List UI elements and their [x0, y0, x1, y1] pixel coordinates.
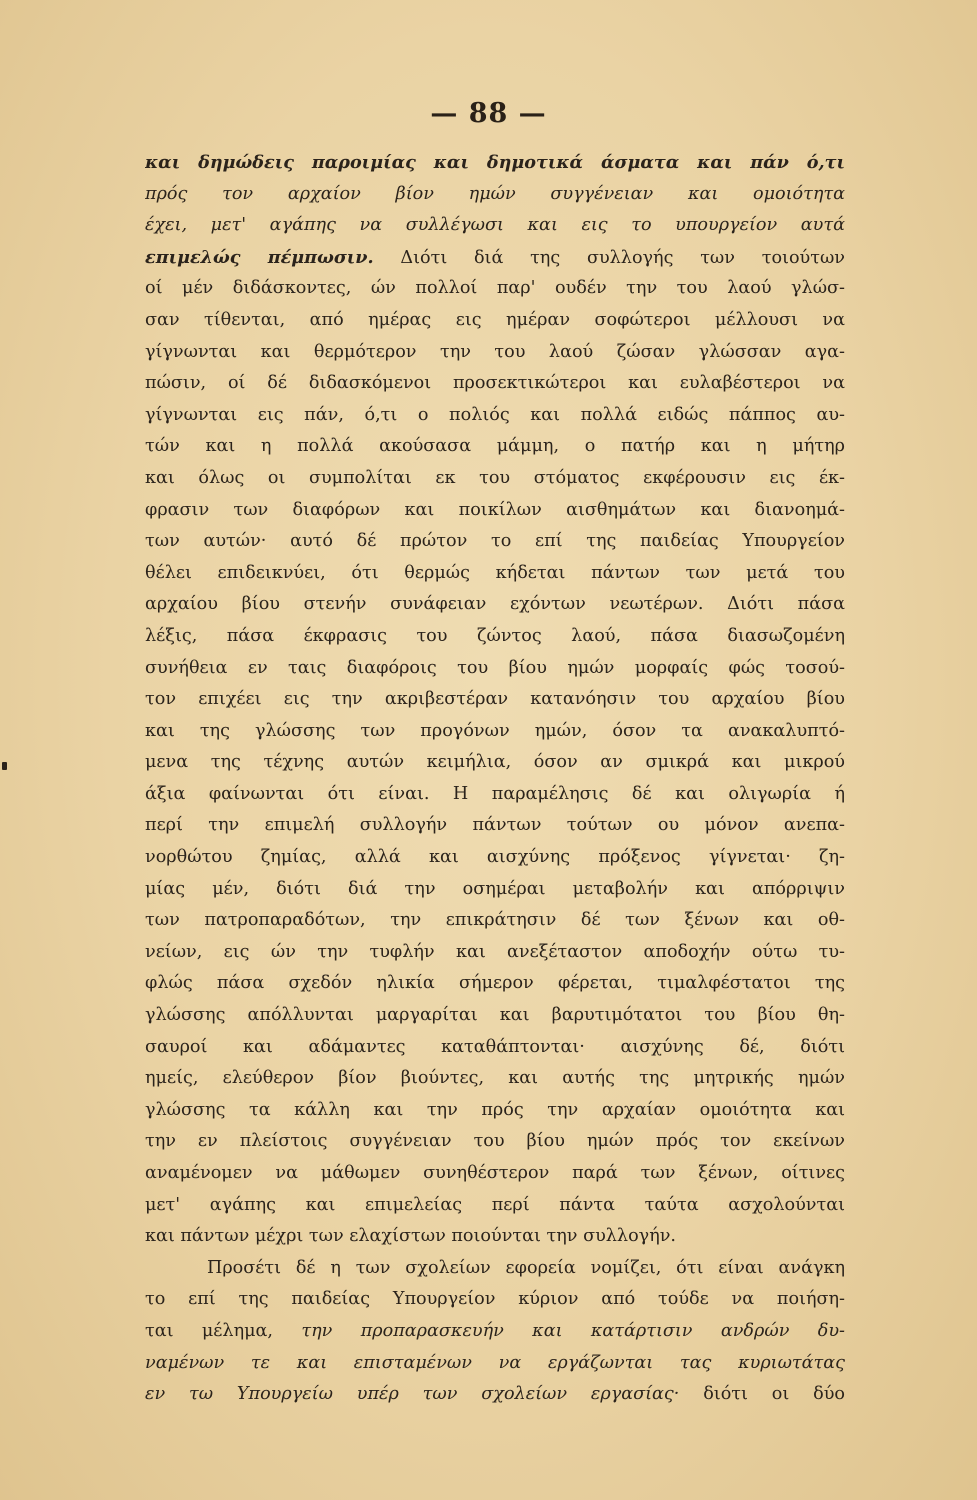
- text-italic: έχει, μετ' αγάπης να συλλέγωσι και εις το υπουργείον αυτά: [145, 215, 845, 236]
- text-line: των αυτών· αυτό δέ πρώτον το επί της παιδείας Υπουργείον: [145, 531, 845, 552]
- text-line: φλώς πάσα σχεδόν ηλικία σήμερον φέρεται, τιμαλφέστατοι της: [145, 973, 845, 994]
- text-line: μίας μέν, διότι διά την οσημέραι μεταβολήν και απόρριψιν: [145, 878, 845, 899]
- text-line: πώσιν, οί δέ διδασκόμενοι προσεκτικώτεροι και ευλαβέστεροι να: [145, 373, 845, 394]
- text-line: τών και η πολλά ακούσασα μάμμη, ο πατήρ και η μήτηρ: [145, 436, 845, 457]
- text-line: αναμένομεν να μάθωμεν συνηθέστερον παρά των ξένων, οίτινες: [145, 1163, 845, 1183]
- text-line: νείων, εις ών την τυφλήν και ανεξέταστον αποδοχήν ούτω τυ-: [145, 941, 845, 962]
- text-line: άξια φαίνωνται ότι είναι. Η παραμέλησις δέ και ολιγωρία ή: [145, 783, 845, 804]
- text-line: και της γλώσσης των προγόνων ημών, όσον τα ανακαλυπτό-: [145, 720, 845, 741]
- text-line: μετ' αγάπης και επιμελείας περί πάντα ταύτα ασχολούνται: [145, 1194, 845, 1215]
- text-line: και όλως οι συμπολίται εκ του στόματος εκφέρουσιν εις έκ-: [145, 467, 845, 488]
- text-italic: ναμένων τε και επισταμένων να εργάζωνται τας κυριωτάτας: [145, 1352, 845, 1373]
- text-line: των πατροπαραδότων, την επικράτησιν δέ των ξένων και οθ-: [145, 910, 845, 931]
- text-line: [145, 1316, 845, 1348]
- text-line: γλώσσης τα κάλλη και την πρός την αρχαίαν ομοιότητα και: [145, 1099, 845, 1120]
- text-line: περί την επιμελή συλλογήν πάντων τούτων ου μόνον ανεπα-: [145, 815, 845, 836]
- text-line: θέλει επιδεικνύει, ότι θερμώς κήδεται πάντων των μετά του: [145, 562, 845, 583]
- text-line: αρχαίου βίου στενήν συνάφειαν εχόντων νεωτέρων. Διότι πάσα: [145, 594, 845, 615]
- text-line: τον επιχέει εις την ακριβεστέραν κατανόησιν του αρχαίου βίου: [145, 689, 845, 710]
- page-number: — 88 —: [430, 98, 547, 129]
- body-text: [145, 147, 845, 1411]
- text-line: λέξις, πάσα έκφρασις του ζώντος λαού, πάσα διασωζομένη: [145, 625, 845, 646]
- text-italic: και δημώδεις παροιμίας και δημοτικά άσματα και πάν ό,τι: [145, 152, 845, 173]
- text-line: γίγνωνται εις πάν, ό,τι ο πολιός και πολλά ειδώς πάππος αυ-: [145, 404, 845, 425]
- text-line: ημείς, ελεύθερον βίον βιούντες, και αυτής της μητρικής ημών: [145, 1068, 845, 1089]
- margin-ink-mark: [2, 762, 7, 770]
- text-line: οί μέν διδάσκοντες, ών πολλοί παρ' ουδέν την του λαού γλώσ-: [145, 278, 845, 299]
- text-roman: διότι οι δύο: [679, 1384, 845, 1405]
- text-line: φρασιν των διαφόρων και ποικίλων αισθημάτων και διανοημά-: [145, 499, 845, 520]
- text-line: [145, 242, 845, 274]
- text-line: σαυροί και αδάμαντες καταθάπτονται· αισχύνης δέ, διότι: [145, 1036, 845, 1057]
- text-italic: επιμελώς πέμπωσιν.: [145, 246, 374, 268]
- text-italic: την προπαρασκευήν και κατάρτισιν ανδρών δυ-: [301, 1320, 845, 1341]
- text-line: [145, 210, 845, 242]
- text-line: νορθώτου ζημίας, αλλά και αισχύνης πρόξενος γίγνεται· ζη-: [145, 847, 845, 868]
- text-line: [145, 147, 845, 179]
- text-line: [145, 1379, 845, 1411]
- text-italic: εν τω Υπουργείω υπέρ των σχολείων εργασίας·: [145, 1384, 680, 1405]
- paragraph-first-line: Προσέτι δέ η των σχολείων εφορεία νομίζει, ότι είναι ανάγκη: [207, 1257, 845, 1278]
- text-line: γλώσσης απόλλυνται μαργαρίται και βαρυτιμότατοι του βίου θη-: [145, 1005, 845, 1026]
- text-roman: ται μέλημα,: [145, 1320, 302, 1341]
- text-line: και πάντων μέχρι των ελαχίστων ποιούνται την συλλογήν.: [145, 1226, 677, 1247]
- text-line: [145, 1348, 845, 1380]
- text-line: συνήθεια εν ταις διαφόροις του βίου ημών μορφαίς φώς τοσού-: [145, 657, 845, 678]
- text-roman: Διότι διά της συλλογής των τοιούτων: [373, 247, 845, 268]
- text-line: [145, 179, 845, 211]
- text-line: γίγνωνται και θερμότερον την του λαού ζώσαν γλώσσαν αγα-: [145, 341, 845, 362]
- text-line: σαν τίθενται, από ημέρας εις ημέραν σοφώτεροι μέλλουσι να: [145, 309, 845, 330]
- text-line: μενα της τέχνης αυτών κειμήλια, όσον αν σμικρά και μικρού: [145, 752, 845, 773]
- text-line: το επί της παιδείας Υπουργείον κύριον από τούδε να ποιήση-: [145, 1289, 845, 1310]
- text-italic: πρός τον αρχαίον βίον ημών συγγένειαν και ομοιότητα: [145, 183, 845, 204]
- text-line: την εν πλείστοις συγγένειαν του βίου ημών πρός τον εκείνων: [145, 1131, 845, 1152]
